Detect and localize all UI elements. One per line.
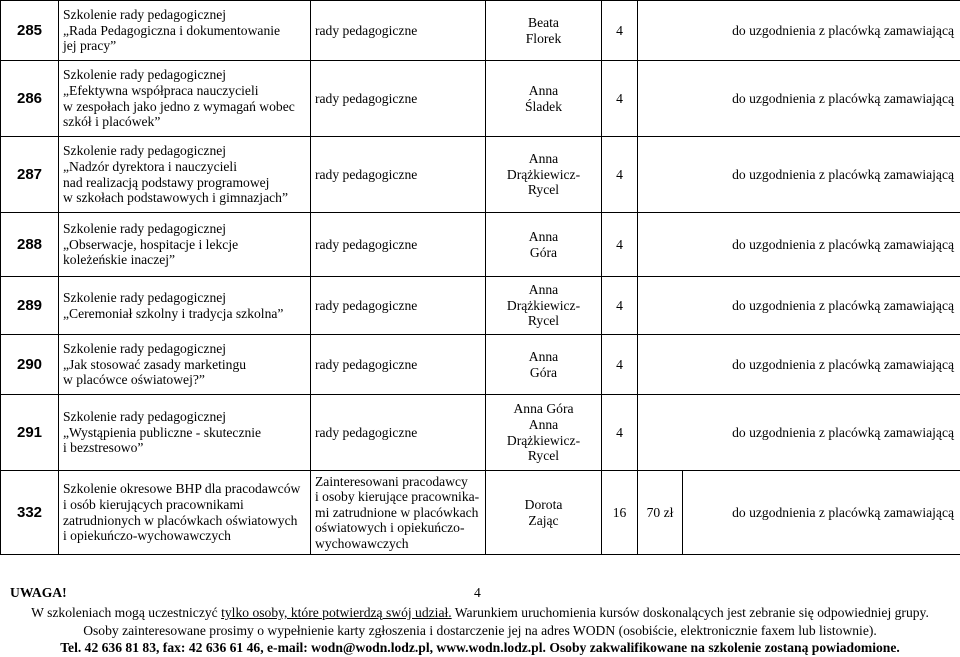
course-title: Szkolenie okresowe BHP dla pracodawców i osób kierujących pracownikami zatrudnionych w placówkach oświatowych i opiekuńczo-wychowawczych — [59, 471, 311, 555]
page-number: 4 — [474, 585, 481, 600]
course-leader: Anna Śladek — [486, 61, 602, 137]
course-notes: do uzgodnienia z placówką zamawiającą — [683, 471, 960, 555]
table-row — [1, 61, 960, 137]
table-row — [1, 137, 960, 213]
course-hours: 4 — [602, 335, 638, 395]
course-title: Szkolenie rady pedagogicznej „Nadzór dyrektora i nauczycieli nad realizacją podstawy programowej w szkołach podstawowych i gimnazjach” — [59, 137, 311, 213]
course-audience: rady pedagogiczne — [311, 395, 486, 471]
course-number: 287 — [1, 137, 59, 213]
course-leader: Anna Góra — [486, 213, 602, 277]
warning-label: UWAGA! — [10, 585, 67, 600]
table-row — [1, 471, 960, 555]
course-leader: Dorota Zając — [486, 471, 602, 555]
table-row — [1, 1, 960, 61]
course-leader: Anna Drążkiewicz- Rycel — [486, 137, 602, 213]
course-title: Szkolenie rady pedagogicznej „Jak stosować zasady marketingu w placówce oświatowej?” — [59, 335, 311, 395]
course-hours: 4 — [602, 213, 638, 277]
course-hours: 4 — [602, 61, 638, 137]
footer-line-2: Osoby zainteresowane prosimy o wypełnienie karty zgłoszenia i dostarczenie jej na adres WODN (osobiście, elektronicznie faxem lub listownie). — [83, 623, 877, 638]
course-hours: 4 — [602, 137, 638, 213]
course-audience: rady pedagogiczne — [311, 213, 486, 277]
course-number: 332 — [1, 471, 59, 555]
course-number: 286 — [1, 61, 59, 137]
course-audience: rady pedagogiczne — [311, 61, 486, 137]
course-notes: do uzgodnienia z placówką zamawiającą — [638, 1, 960, 61]
course-number: 291 — [1, 395, 59, 471]
course-number: 289 — [1, 277, 59, 335]
course-price: 70 zł — [638, 471, 683, 555]
course-number: 288 — [1, 213, 59, 277]
table-row — [1, 277, 960, 335]
course-leader: Anna Góra Anna Drążkiewicz- Rycel — [486, 395, 602, 471]
footer-line-1: W szkoleniach mogą uczestniczyć tylko osoby, które potwierdzą swój udział. Warunkiem uruchomienia kursów doskonalących jest zebranie się odpowiedniej grupy. — [31, 605, 929, 620]
course-audience: rady pedagogiczne — [311, 277, 486, 335]
course-audience: rady pedagogiczne — [311, 1, 486, 61]
course-title: Szkolenie rady pedagogicznej „Rada Pedagogiczna i dokumentowanie jej pracy” — [59, 1, 311, 61]
course-leader: Anna Góra — [486, 335, 602, 395]
footer-contact-line: Tel. 42 636 81 83, fax: 42 636 61 46, e-mail: wodn@wodn.lodz.pl, www.wodn.lodz.pl. Osoby zakwalifikowane na szkolenie zostaną powiadomione. — [60, 640, 900, 655]
course-audience: Zainteresowani pracodawcy i osoby kierujące pracownika- mi zatrudnione w placówkach oświatowych i opiekuńczo- wychowawczych — [311, 471, 486, 555]
course-leader: Anna Drążkiewicz- Rycel — [486, 277, 602, 335]
course-title: Szkolenie rady pedagogicznej „Ceremoniał szkolny i tradycja szkolna” — [59, 277, 311, 335]
course-notes: do uzgodnienia z placówką zamawiającą — [638, 213, 960, 277]
course-notes: do uzgodnienia z placówką zamawiającą — [638, 277, 960, 335]
course-notes: do uzgodnienia z placówką zamawiającą — [638, 61, 960, 137]
course-title: Szkolenie rady pedagogicznej „Obserwacje, hospitacje i lekcje koleżeńskie inaczej” — [59, 213, 311, 277]
course-number: 285 — [1, 1, 59, 61]
course-number: 290 — [1, 335, 59, 395]
table-row — [1, 395, 960, 471]
table-row — [1, 213, 960, 277]
course-notes: do uzgodnienia z placówką zamawiającą — [638, 137, 960, 213]
course-hours: 4 — [602, 277, 638, 335]
table-row — [1, 335, 960, 395]
course-notes: do uzgodnienia z placówką zamawiającą — [638, 395, 960, 471]
course-hours: 16 — [602, 471, 638, 555]
course-leader: Beata Florek — [486, 1, 602, 61]
course-hours: 4 — [602, 395, 638, 471]
course-notes: do uzgodnienia z placówką zamawiającą — [638, 335, 960, 395]
course-title: Szkolenie rady pedagogicznej „Efektywna współpraca nauczycieli w zespołach jako jedno z wymagań wobec szkół i placówek” — [59, 61, 311, 137]
course-audience: rady pedagogiczne — [311, 335, 486, 395]
course-hours: 4 — [602, 1, 638, 61]
course-audience: rady pedagogiczne — [311, 137, 486, 213]
course-title: Szkolenie rady pedagogicznej „Wystąpienia publiczne - skutecznie i bezstresowo” — [59, 395, 311, 471]
